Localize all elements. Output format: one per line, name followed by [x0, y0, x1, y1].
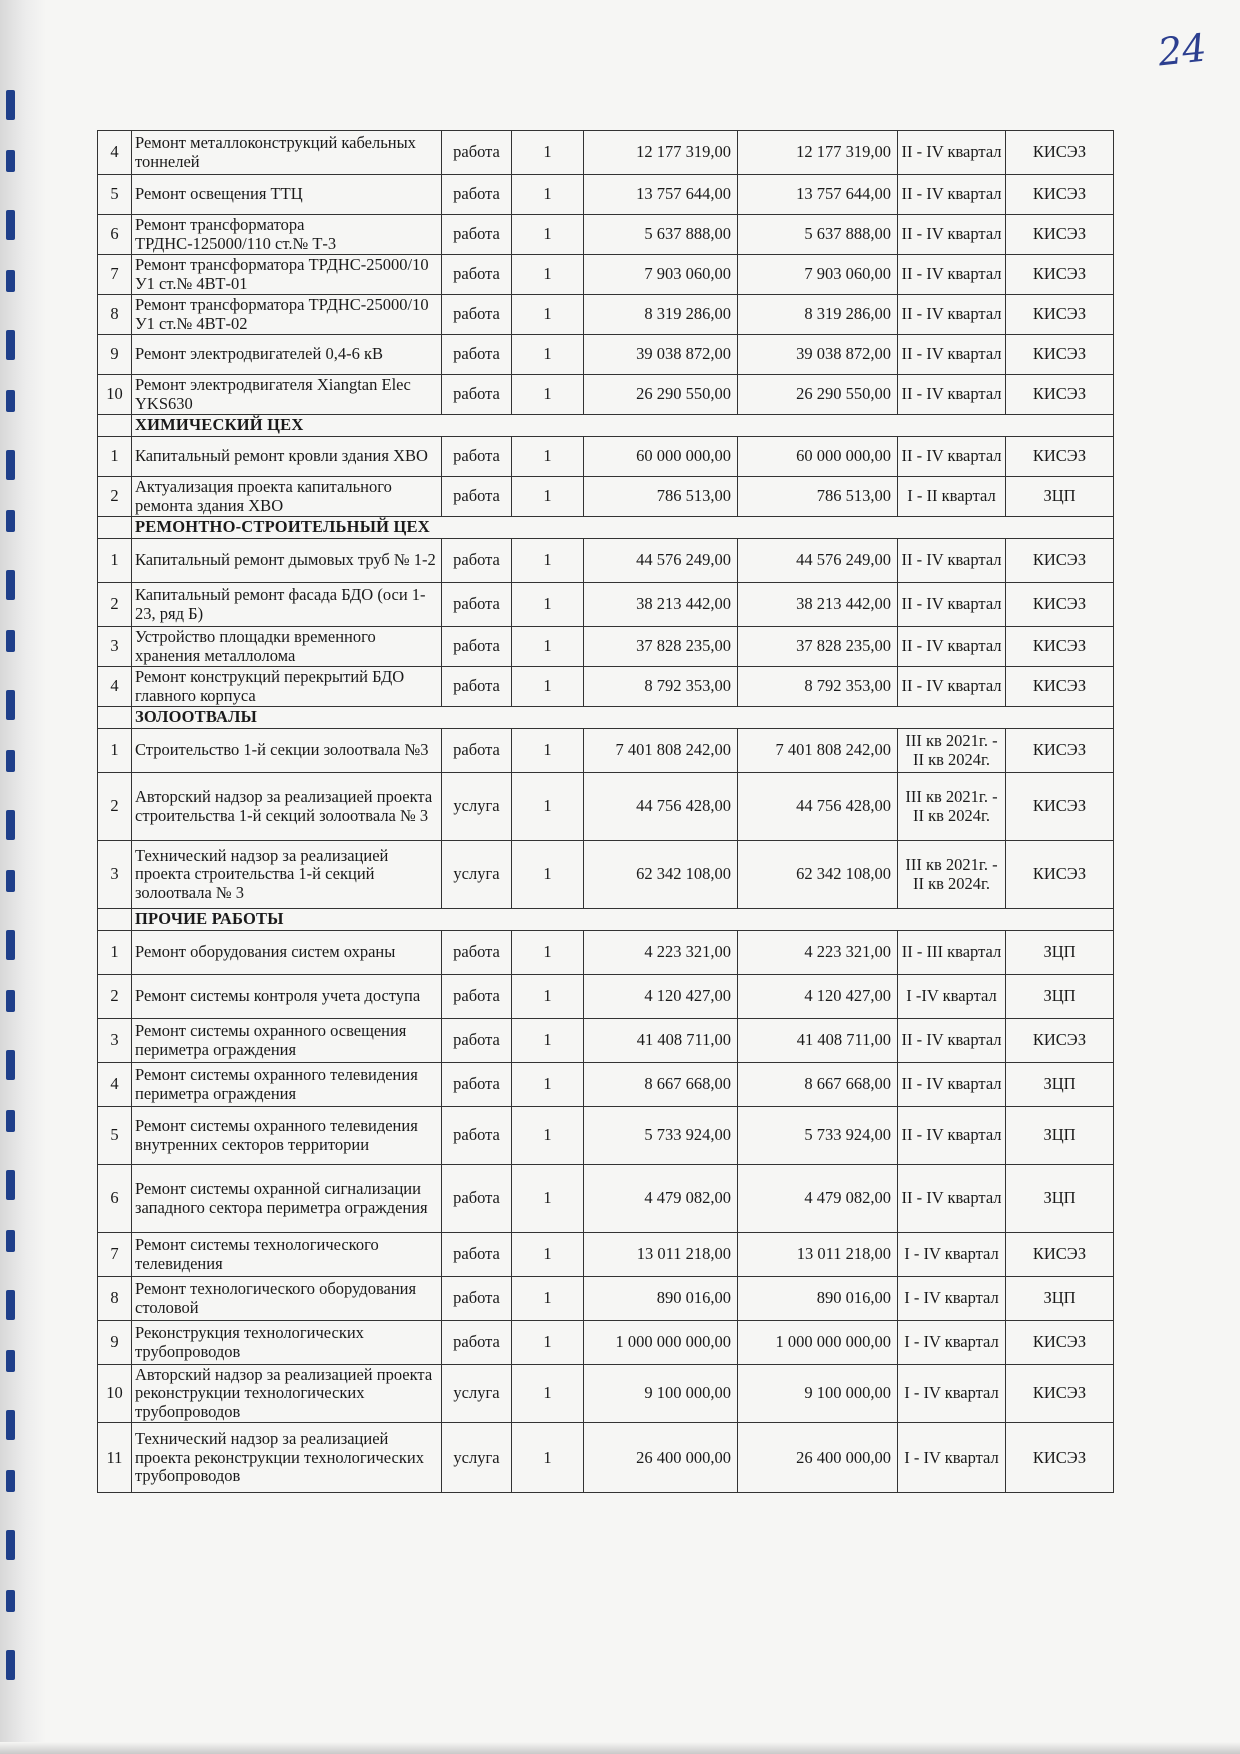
cell-period: III кв 2021г. - II кв 2024г.	[898, 841, 1006, 909]
cell-total: 12 177 319,00	[738, 131, 898, 175]
cell-method: КИСЭЗ	[1006, 437, 1114, 477]
cell-name: Капитальный ремонт дымовых труб № 1-2	[132, 539, 442, 583]
cell-name: Технический надзор за реализацией проекта строительства 1-й секций золоотвала № 3	[132, 841, 442, 909]
binding-hole-mark	[6, 450, 15, 480]
cell-qty: 1	[512, 729, 584, 773]
cell-qty: 1	[512, 1321, 584, 1365]
cell-qty: 1	[512, 667, 584, 707]
binding-hole-mark	[6, 1470, 15, 1492]
table-row	[98, 1321, 1114, 1365]
table-row	[98, 627, 1114, 667]
cell-name: Устройство площадки временного хранения металлолома	[132, 627, 442, 667]
cell-period: II - IV квартал	[898, 1165, 1006, 1233]
section-header-empty-cell	[98, 707, 132, 729]
cell-name: Ремонт системы охранной сигнализации западного сектора периметра ограждения	[132, 1165, 442, 1233]
cell-total: 44 576 249,00	[738, 539, 898, 583]
binding-hole-mark	[6, 930, 15, 960]
table-row	[98, 667, 1114, 707]
cell-name: Ремонт системы охранного телевидения периметра ограждения	[132, 1063, 442, 1107]
cell-price: 44 756 428,00	[584, 773, 738, 841]
cell-method: ЗЦП	[1006, 975, 1114, 1019]
section-header-empty-cell	[98, 415, 132, 437]
cell-name: Строительство 1-й секции золоотвала №3	[132, 729, 442, 773]
binding-hole-mark	[6, 750, 15, 772]
cell-unit: работа	[442, 295, 512, 335]
cell-unit: работа	[442, 1321, 512, 1365]
cell-period: II - IV квартал	[898, 375, 1006, 415]
cell-method: КИСЭЗ	[1006, 1321, 1114, 1365]
cell-name: Актуализация проекта капитального ремонта здания ХВО	[132, 477, 442, 517]
cell-price: 5 733 924,00	[584, 1107, 738, 1165]
cell-period: I - IV квартал	[898, 1423, 1006, 1493]
table-row	[98, 1107, 1114, 1165]
cell-num: 7	[98, 1233, 132, 1277]
binding-hole-mark	[6, 1050, 15, 1080]
page-number: 24	[1155, 25, 1209, 75]
cell-total: 60 000 000,00	[738, 437, 898, 477]
binding-hole-mark	[6, 690, 15, 720]
cell-name: Ремонт системы охранного освещения периметра ограждения	[132, 1019, 442, 1063]
cell-qty: 1	[512, 1063, 584, 1107]
section-title: РЕМОНТНО-СТРОИТЕЛЬНЫЙ ЦЕХ	[132, 517, 1114, 539]
cell-unit: работа	[442, 1019, 512, 1063]
binding-hole-mark	[6, 1110, 15, 1132]
cell-price: 786 513,00	[584, 477, 738, 517]
cell-qty: 1	[512, 215, 584, 255]
binding-hole-mark	[6, 990, 15, 1012]
cell-method: КИСЭЗ	[1006, 1423, 1114, 1493]
cell-unit: работа	[442, 667, 512, 707]
cell-qty: 1	[512, 1233, 584, 1277]
cell-price: 8 792 353,00	[584, 667, 738, 707]
cell-qty: 1	[512, 583, 584, 627]
cell-method: КИСЭЗ	[1006, 583, 1114, 627]
table-row	[98, 437, 1114, 477]
cell-qty: 1	[512, 1277, 584, 1321]
cell-name: Ремонт оборудования систем охраны	[132, 931, 442, 975]
binding-hole-mark	[6, 510, 15, 532]
cell-num: 2	[98, 477, 132, 517]
cell-qty: 1	[512, 627, 584, 667]
cell-method: КИСЭЗ	[1006, 539, 1114, 583]
cell-method: КИСЭЗ	[1006, 295, 1114, 335]
cell-period: I - IV квартал	[898, 1277, 1006, 1321]
binding-hole-mark	[6, 1650, 15, 1680]
binding-hole-mark	[6, 810, 15, 840]
table-row	[98, 477, 1114, 517]
binding-hole-mark	[6, 1530, 15, 1560]
cell-period: III кв 2021г. - II кв 2024г.	[898, 773, 1006, 841]
cell-price: 5 637 888,00	[584, 215, 738, 255]
cell-unit: работа	[442, 583, 512, 627]
cell-name: Авторский надзор за реализацией проекта реконструкции технологических трубопроводов	[132, 1365, 442, 1423]
cell-price: 13 011 218,00	[584, 1233, 738, 1277]
cell-method: ЗЦП	[1006, 1277, 1114, 1321]
table-row	[98, 1019, 1114, 1063]
cell-period: II - IV квартал	[898, 175, 1006, 215]
cell-total: 9 100 000,00	[738, 1365, 898, 1423]
cell-total: 8 667 668,00	[738, 1063, 898, 1107]
cell-period: II - IV квартал	[898, 667, 1006, 707]
table-row	[98, 131, 1114, 175]
cell-unit: работа	[442, 539, 512, 583]
table-row	[98, 975, 1114, 1019]
binding-hole-mark	[6, 1590, 15, 1612]
section-header-empty-cell	[98, 909, 132, 931]
cell-price: 60 000 000,00	[584, 437, 738, 477]
cell-name: Ремонт электродвигателя Xiangtan Elec YKS630	[132, 375, 442, 415]
page-bottom-edge	[0, 1742, 1240, 1754]
cell-qty: 1	[512, 1019, 584, 1063]
table-row	[98, 175, 1114, 215]
cell-total: 26 400 000,00	[738, 1423, 898, 1493]
procurement-table	[97, 130, 1114, 1493]
binding-hole-mark	[6, 390, 15, 412]
cell-name: Капитальный ремонт кровли здания ХВО	[132, 437, 442, 477]
cell-total: 4 223 321,00	[738, 931, 898, 975]
table-row	[98, 1233, 1114, 1277]
cell-price: 890 016,00	[584, 1277, 738, 1321]
cell-num: 2	[98, 975, 132, 1019]
cell-qty: 1	[512, 841, 584, 909]
cell-method: КИСЭЗ	[1006, 131, 1114, 175]
section-header-empty-cell	[98, 517, 132, 539]
binding-hole-mark	[6, 90, 15, 120]
cell-total: 5 637 888,00	[738, 215, 898, 255]
cell-method: КИСЭЗ	[1006, 335, 1114, 375]
cell-price: 4 120 427,00	[584, 975, 738, 1019]
cell-name: Ремонт технологического оборудования столовой	[132, 1277, 442, 1321]
cell-total: 8 319 286,00	[738, 295, 898, 335]
cell-name: Авторский надзор за реализацией проекта строительства 1-й секций золоотвала № 3	[132, 773, 442, 841]
cell-qty: 1	[512, 975, 584, 1019]
cell-unit: услуга	[442, 1423, 512, 1493]
cell-price: 38 213 442,00	[584, 583, 738, 627]
cell-total: 8 792 353,00	[738, 667, 898, 707]
cell-num: 9	[98, 1321, 132, 1365]
binding-hole-mark	[6, 330, 15, 360]
cell-period: I - IV квартал	[898, 1365, 1006, 1423]
table-body	[98, 131, 1114, 1493]
cell-period: I - IV квартал	[898, 1321, 1006, 1365]
cell-num: 2	[98, 583, 132, 627]
section-header-row	[98, 415, 1114, 437]
section-title: ХИМИЧЕСКИЙ ЦЕХ	[132, 415, 1114, 437]
binding-hole-mark	[6, 150, 15, 172]
cell-price: 13 757 644,00	[584, 175, 738, 215]
cell-method: ЗЦП	[1006, 931, 1114, 975]
cell-num: 1	[98, 437, 132, 477]
cell-num: 5	[98, 1107, 132, 1165]
cell-total: 7 401 808 242,00	[738, 729, 898, 773]
cell-total: 26 290 550,00	[738, 375, 898, 415]
cell-num: 6	[98, 1165, 132, 1233]
cell-unit: работа	[442, 1107, 512, 1165]
table-row	[98, 1277, 1114, 1321]
cell-name: Ремонт трансформатора ТРДНС-25000/10 У1 ст.№ 4ВТ-02	[132, 295, 442, 335]
cell-name: Ремонт электродвигателей 0,4-6 кВ	[132, 335, 442, 375]
cell-total: 4 120 427,00	[738, 975, 898, 1019]
cell-unit: услуга	[442, 1365, 512, 1423]
cell-price: 9 100 000,00	[584, 1365, 738, 1423]
cell-method: КИСЭЗ	[1006, 1365, 1114, 1423]
cell-total: 7 903 060,00	[738, 255, 898, 295]
binding-hole-mark	[6, 1410, 15, 1440]
cell-unit: работа	[442, 1063, 512, 1107]
cell-qty: 1	[512, 1165, 584, 1233]
cell-price: 8 319 286,00	[584, 295, 738, 335]
cell-period: II - IV квартал	[898, 583, 1006, 627]
cell-period: I -IV квартал	[898, 975, 1006, 1019]
cell-unit: работа	[442, 437, 512, 477]
cell-total: 13 011 218,00	[738, 1233, 898, 1277]
cell-method: КИСЭЗ	[1006, 841, 1114, 909]
cell-unit: работа	[442, 729, 512, 773]
binding-hole-mark	[6, 630, 15, 652]
cell-num: 8	[98, 295, 132, 335]
cell-unit: работа	[442, 931, 512, 975]
cell-num: 8	[98, 1277, 132, 1321]
cell-qty: 1	[512, 773, 584, 841]
cell-price: 12 177 319,00	[584, 131, 738, 175]
cell-period: I - II квартал	[898, 477, 1006, 517]
cell-period: II - III квартал	[898, 931, 1006, 975]
cell-num: 4	[98, 131, 132, 175]
cell-method: ЗЦП	[1006, 1165, 1114, 1233]
cell-price: 1 000 000 000,00	[584, 1321, 738, 1365]
cell-method: ЗЦП	[1006, 1063, 1114, 1107]
cell-price: 4 223 321,00	[584, 931, 738, 975]
table-row	[98, 375, 1114, 415]
cell-method: КИСЭЗ	[1006, 175, 1114, 215]
binding-hole-mark	[6, 1290, 15, 1320]
section-header-row	[98, 517, 1114, 539]
cell-period: II - IV квартал	[898, 627, 1006, 667]
cell-method: ЗЦП	[1006, 477, 1114, 517]
cell-name: Ремонт системы контроля учета доступа	[132, 975, 442, 1019]
cell-num: 5	[98, 175, 132, 215]
cell-total: 5 733 924,00	[738, 1107, 898, 1165]
cell-period: II - IV квартал	[898, 437, 1006, 477]
cell-name: Ремонт металлоконструкций кабельных тоннелей	[132, 131, 442, 175]
section-header-row	[98, 909, 1114, 931]
cell-price: 26 400 000,00	[584, 1423, 738, 1493]
cell-qty: 1	[512, 931, 584, 975]
cell-qty: 1	[512, 477, 584, 517]
cell-period: II - IV квартал	[898, 295, 1006, 335]
cell-qty: 1	[512, 295, 584, 335]
binding-hole-mark	[6, 870, 15, 892]
table-row	[98, 931, 1114, 975]
cell-total: 890 016,00	[738, 1277, 898, 1321]
cell-qty: 1	[512, 375, 584, 415]
cell-qty: 1	[512, 255, 584, 295]
table-row	[98, 1365, 1114, 1423]
cell-num: 2	[98, 773, 132, 841]
cell-unit: работа	[442, 175, 512, 215]
cell-unit: работа	[442, 215, 512, 255]
cell-unit: работа	[442, 477, 512, 517]
cell-method: КИСЭЗ	[1006, 627, 1114, 667]
cell-qty: 1	[512, 131, 584, 175]
table-row	[98, 1423, 1114, 1493]
cell-qty: 1	[512, 1365, 584, 1423]
cell-method: КИСЭЗ	[1006, 729, 1114, 773]
cell-unit: услуга	[442, 773, 512, 841]
cell-num: 11	[98, 1423, 132, 1493]
cell-period: II - IV квартал	[898, 539, 1006, 583]
cell-period: II - IV квартал	[898, 1063, 1006, 1107]
cell-period: II - IV квартал	[898, 1107, 1006, 1165]
cell-price: 7 903 060,00	[584, 255, 738, 295]
cell-unit: работа	[442, 255, 512, 295]
cell-price: 4 479 082,00	[584, 1165, 738, 1233]
cell-unit: услуга	[442, 841, 512, 909]
cell-method: ЗЦП	[1006, 1107, 1114, 1165]
binding-hole-mark	[6, 570, 15, 600]
cell-name: Ремонт трансформатора ТРДНС-25000/10 У1 ст.№ 4ВТ-01	[132, 255, 442, 295]
section-title: ЗОЛООТВАЛЫ	[132, 707, 1114, 729]
cell-price: 8 667 668,00	[584, 1063, 738, 1107]
cell-num: 1	[98, 539, 132, 583]
cell-total: 38 213 442,00	[738, 583, 898, 627]
table-row	[98, 539, 1114, 583]
cell-num: 10	[98, 1365, 132, 1423]
cell-qty: 1	[512, 175, 584, 215]
cell-total: 41 408 711,00	[738, 1019, 898, 1063]
cell-unit: работа	[442, 627, 512, 667]
table-row	[98, 1165, 1114, 1233]
cell-total: 786 513,00	[738, 477, 898, 517]
cell-qty: 1	[512, 335, 584, 375]
cell-name: Капитальный ремонт фасада БДО (оси 1-23, ряд Б)	[132, 583, 442, 627]
cell-method: КИСЭЗ	[1006, 375, 1114, 415]
cell-num: 6	[98, 215, 132, 255]
cell-price: 44 576 249,00	[584, 539, 738, 583]
binding-hole-mark	[6, 1350, 15, 1372]
binding-hole-mark	[6, 270, 15, 292]
cell-period: II - IV квартал	[898, 255, 1006, 295]
cell-price: 39 038 872,00	[584, 335, 738, 375]
cell-period: I - IV квартал	[898, 1233, 1006, 1277]
cell-method: КИСЭЗ	[1006, 215, 1114, 255]
cell-num: 3	[98, 841, 132, 909]
table-row	[98, 583, 1114, 627]
cell-num: 3	[98, 1019, 132, 1063]
cell-period: II - IV квартал	[898, 335, 1006, 375]
cell-period: III кв 2021г. - II кв 2024г.	[898, 729, 1006, 773]
cell-num: 4	[98, 667, 132, 707]
table-row	[98, 335, 1114, 375]
cell-num: 9	[98, 335, 132, 375]
cell-price: 37 828 235,00	[584, 627, 738, 667]
cell-name: Технический надзор за реализацией проекта реконструкции технологических трубопроводов	[132, 1423, 442, 1493]
cell-total: 1 000 000 000,00	[738, 1321, 898, 1365]
cell-name: Ремонт системы технологического телевидения	[132, 1233, 442, 1277]
cell-unit: работа	[442, 975, 512, 1019]
table-row	[98, 215, 1114, 255]
cell-method: КИСЭЗ	[1006, 1233, 1114, 1277]
cell-num: 3	[98, 627, 132, 667]
cell-period: II - IV квартал	[898, 215, 1006, 255]
cell-name: Реконструкция технологических трубопроводов	[132, 1321, 442, 1365]
table-row	[98, 1063, 1114, 1107]
cell-method: КИСЭЗ	[1006, 667, 1114, 707]
table-row	[98, 295, 1114, 335]
cell-name: Ремонт освещения ТТЦ	[132, 175, 442, 215]
binding-hole-mark	[6, 1230, 15, 1252]
cell-num: 7	[98, 255, 132, 295]
section-header-row	[98, 707, 1114, 729]
cell-qty: 1	[512, 1423, 584, 1493]
cell-qty: 1	[512, 1107, 584, 1165]
cell-period: II - IV квартал	[898, 1019, 1006, 1063]
cell-period: II - IV квартал	[898, 131, 1006, 175]
cell-name: Ремонт системы охранного телевидения внутренних секторов территории	[132, 1107, 442, 1165]
cell-price: 26 290 550,00	[584, 375, 738, 415]
section-title: ПРОЧИЕ РАБОТЫ	[132, 909, 1114, 931]
cell-num: 1	[98, 729, 132, 773]
cell-num: 1	[98, 931, 132, 975]
table-row	[98, 773, 1114, 841]
cell-qty: 1	[512, 437, 584, 477]
cell-qty: 1	[512, 539, 584, 583]
cell-unit: работа	[442, 131, 512, 175]
cell-total: 62 342 108,00	[738, 841, 898, 909]
table-row	[98, 841, 1114, 909]
cell-price: 41 408 711,00	[584, 1019, 738, 1063]
cell-unit: работа	[442, 375, 512, 415]
table-row	[98, 729, 1114, 773]
cell-unit: работа	[442, 335, 512, 375]
binding-hole-mark	[6, 1170, 15, 1200]
cell-unit: работа	[442, 1165, 512, 1233]
cell-total: 13 757 644,00	[738, 175, 898, 215]
cell-total: 37 828 235,00	[738, 627, 898, 667]
cell-price: 7 401 808 242,00	[584, 729, 738, 773]
cell-method: КИСЭЗ	[1006, 1019, 1114, 1063]
cell-total: 39 038 872,00	[738, 335, 898, 375]
cell-num: 10	[98, 375, 132, 415]
cell-num: 4	[98, 1063, 132, 1107]
cell-method: КИСЭЗ	[1006, 255, 1114, 295]
cell-total: 44 756 428,00	[738, 773, 898, 841]
binding-hole-mark	[6, 210, 15, 240]
table-row	[98, 255, 1114, 295]
cell-name: Ремонт конструкций перекрытий БДО главного корпуса	[132, 667, 442, 707]
cell-method: КИСЭЗ	[1006, 773, 1114, 841]
cell-total: 4 479 082,00	[738, 1165, 898, 1233]
cell-price: 62 342 108,00	[584, 841, 738, 909]
cell-name: Ремонт трансформатора ТРДНС-125000/110 ст.№ Т-3	[132, 215, 442, 255]
cell-unit: работа	[442, 1233, 512, 1277]
cell-unit: работа	[442, 1277, 512, 1321]
